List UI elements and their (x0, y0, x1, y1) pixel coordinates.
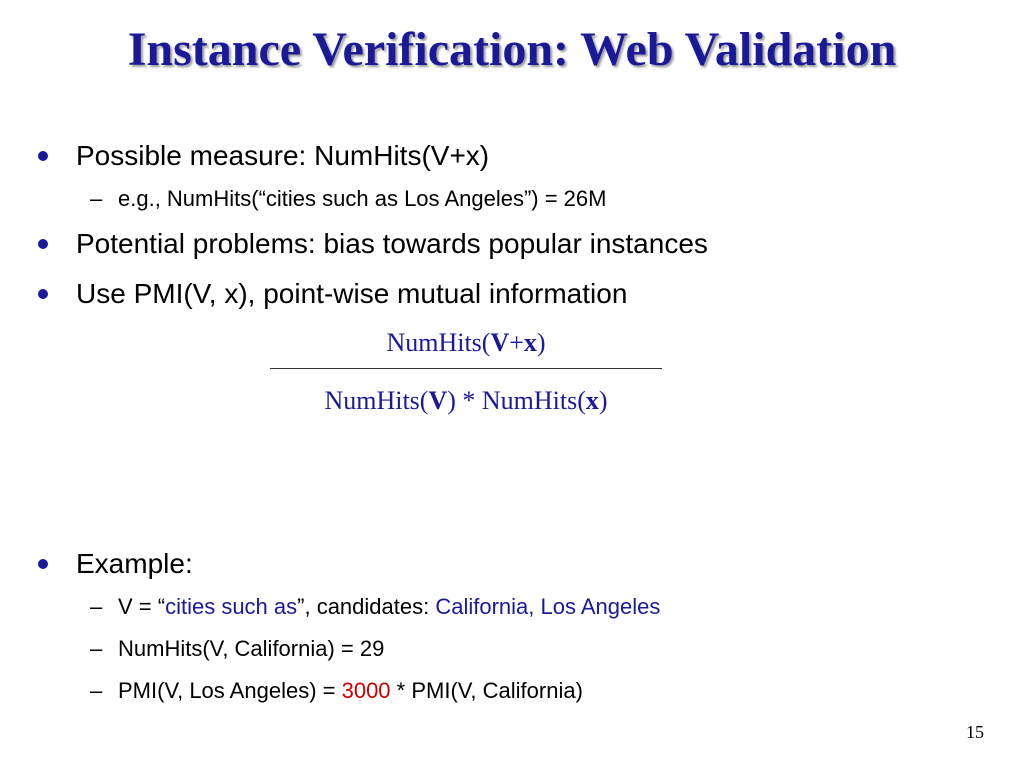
bullet-text: Potential problems: bias towards popular instances (76, 228, 708, 259)
highlight-factor: 3000 (341, 678, 391, 703)
formula-var-v: V (428, 386, 448, 415)
subbullet-text: ”, candidates: (297, 594, 436, 619)
subbullet-text: V = “ (118, 594, 166, 619)
highlight-candidates: California, Los Angeles (435, 594, 661, 619)
formula-text: ) * NumHits( (447, 386, 586, 415)
fraction-bar (270, 368, 662, 369)
bullet-icon (38, 239, 48, 249)
dash-icon: – (90, 678, 103, 703)
formula-var-x: x (585, 386, 599, 415)
formula-text: + (509, 328, 524, 357)
formula-text: NumHits( (324, 386, 429, 415)
subbullet-v-candidates (90, 594, 660, 620)
subbullet-pmi-comparison (90, 678, 583, 704)
highlight-pattern: cities such as (165, 594, 298, 619)
formula-var-x: x (523, 328, 537, 357)
bullet-example (38, 548, 193, 580)
subbullet-example-numhits (90, 186, 606, 212)
formula-text: NumHits( (386, 328, 491, 357)
subbullet-text: NumHits(V, California) = 29 (118, 636, 385, 661)
subbullet-text: * PMI(V, California) (390, 678, 583, 703)
bullet-potential-problems (38, 228, 708, 260)
bullet-icon (38, 559, 48, 569)
subbullet-text: e.g., NumHits(“cities such as Los Angeles”) = 26M (118, 186, 607, 211)
bullet-text: Possible measure: NumHits(V+x) (76, 140, 490, 171)
dash-icon: – (90, 594, 103, 619)
slide-title: Instance Verification: Web Validation (127, 23, 897, 76)
bullet-text: Use PMI(V, x), point-wise mutual information (76, 278, 628, 309)
subbullet-numhits-california (90, 636, 384, 662)
formula-denominator (266, 386, 666, 416)
bullet-possible-measure (38, 140, 489, 172)
formula-numerator (266, 328, 666, 358)
bullet-icon (38, 289, 48, 299)
dash-icon: – (90, 186, 103, 211)
bullet-use-pmi (38, 278, 627, 310)
formula-text: ) (536, 328, 546, 357)
bullet-icon (38, 151, 48, 161)
formula-var-v: V (490, 328, 510, 357)
bullet-text: Example: (76, 548, 193, 579)
page-number: 15 (966, 722, 984, 742)
formula-text: ) (598, 386, 608, 415)
dash-icon: – (90, 636, 103, 661)
subbullet-text: PMI(V, Los Angeles) = (118, 678, 342, 703)
